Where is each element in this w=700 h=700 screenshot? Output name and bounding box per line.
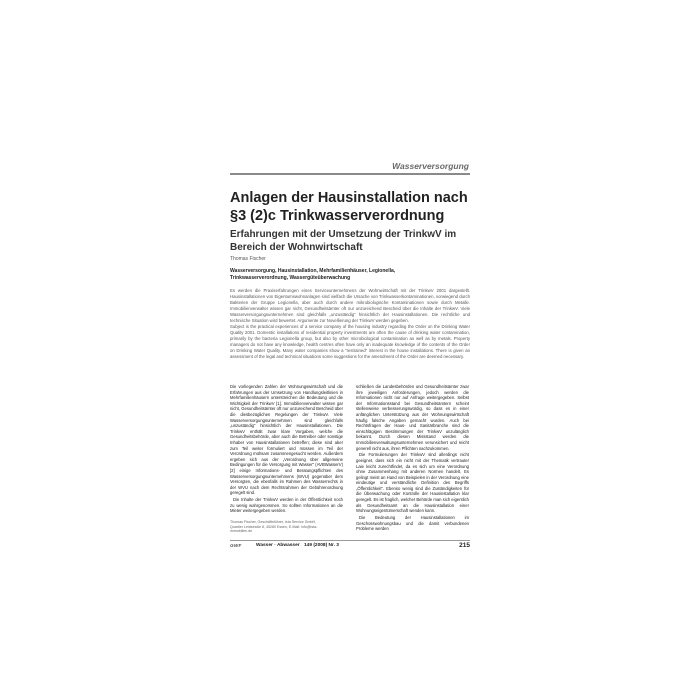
author-footnote: Thomas Fischer, Geschäftsführer, Ista Service GmbH, Quartier Leidstraße 8, 45280 Essen, E-Mail: info@ista-immobilien.de (230, 520, 318, 533)
article-title: Anlagen der Hausinstallation nach §3 (2)c Trinkwasserverordnung (230, 190, 468, 224)
header-divider (230, 173, 470, 175)
journal-volume: 149 (2008) Nr. 3 (304, 543, 339, 548)
footer-divider (230, 540, 470, 541)
body-column-left (230, 384, 343, 515)
body-paragraph: Die Bedeutung der Hausinstallationen im Geschosswohnungsbau und die damit verbundenen Probleme werden (356, 515, 469, 532)
publisher-logo: GWF (230, 543, 242, 548)
section-header: Wasserversorgung (392, 161, 469, 171)
keywords: Wasserversorgung, Hausinstallation, Mehrfamilienhäuser, Legionella, Trinkwasserverordnung, Wassergüteüberwachung (230, 268, 396, 281)
body-column-right (356, 384, 469, 533)
body-paragraph: schließen die Landesbehörden und Gesundheitsämter zwar ihre jeweiligen Anforderungen, jedoch werden die Informationen nicht nur auf Anfrage weitergegeben. Selbst der Informationsstand bei Gesundheitsämtern scheint stellenweise verbesserungswürdig, so dass es in einer anfänglichen Unterstützung aus der Wohnungswirtschaft häufig falsche Angaben gemacht wurden. Auch bei Rechtsfragen der Haus- und Sanitärbranche sind die einschlägigen Bestimmungen der TrinkwV unzulänglich bekannt. Durch diesen Missstand werden die Immobilienverwaltungsunternehmen verunsichert und reicht generell nicht aus, ihren Pflichten nachzukommen. (356, 384, 469, 451)
body-columns (230, 384, 470, 538)
journal-name: Wasser · Abwasser (256, 543, 300, 548)
body-paragraph: Die Inhalte der TrinkwV werden in der Öffentlichkeit noch zu wenig wahrgenommen. So sollten Informationen an die Mieter weitergegeben werden. (230, 497, 343, 514)
abstract-german: Es werden die Praxiserfahrungen eines Serviceunternehmens der Wohnwirtschaft mit der TrinkwV 2001 dargestellt. Hausinstallationen von Eigentumswohnanlagen sind vielfach die Ursache von Trinkwasserkontaminationen, vorwiegend durch Bakterien der Gruppe Legionella, aber auch durch andere mikrobiologische Kontaminationen sowie durch Metalle. Immobilienverwalter wissen gar nicht, Gesundheitsämter oft nur unzureichend Bescheid über die Inhalte der TrinkwV. Viele Wasserversorgungsunternehmen sind gleichfalls „unzuständig“ hinsichtlich der Hausinstallationen. Die rechtliche und technische Situation wird bewertet. Argumente zur Novellierung der TrinkwV werden gegeben. (230, 288, 470, 323)
author-name: Thomas Fischer (230, 256, 266, 262)
page-number: 215 (459, 542, 470, 549)
page-footer (230, 543, 470, 553)
article-subtitle: Erfahrungen mit der Umsetzung der TrinkwV im Bereich der Wohnwirtschaft (230, 229, 457, 253)
body-paragraph: Die Formulierungen der TrinkwV sind allerdings nicht geeignet, dass sich ein nicht mit der Thematik vertrauter Laie leicht zurechtfindet, da es sich um eine Verordnung ohne Zusammenhang mit anderen Normen handelt. Es gelingt meist an Hand von Beispielen in der Verordnung eine eindeutige und verständliche Definition des Begriffs „Öffentlichkeit“. Ebenso wenig sind die Zuständigkeiten für die Überwachung oder Kontrolle der Hausinstallation klar geregelt. Es ist fraglich, welcher Behörde man sich eigentlich als Gesundheitsamt an die Hausinstallation einer Wohnungseigentümerschaft wenden kann. (356, 452, 469, 514)
body-paragraph: Die vorliegenden Zahlen der Wohnungswirtschaft und die Erfahrungen aus der Umsetzung von Handlungsleitlinien in Mehrfamilienhäusern unterstreichen die Bedeutung und die Wichtigkeit der TrinkwV [1]. Immobilienverwalter wissen gar nicht, Gesundheitsämter oft nur unzureichend Bescheid über die diesbezüglichen Regelungen der TrinkwV. Viele Wasserversorgungsunternehmen sind gleichfalls „unzuständig“ hinsichtlich der Hausinstallationen. Die TrinkwV enthält zwar klare Vorgaben, welche die Gesundheitsbehörde, aber auch die Betreiber oder sonstige Inhaber von Hausinstallationen betreffen; diese sind aber zum Teil weiter formuliert und müssen im Teil der Verordnung mühsam zusammengesucht werden. Außerdem ergeben sich aus der „Verordnung über allgemeine Bedingungen für die Versorgung mit Wasser“ (AVBWasserV) [2] einige Informations- und Beratungspflichten des Wasserversorgungsunternehmens (WVU) gegenüber dem Versorgten, die ebenfalls im Rahmen des Wasserrechts in der WVU nach dem Rechtsrahmen der Gebührenordnung geregelt sind. (230, 384, 343, 496)
abstract-english: Subject is the practical experiences of a service company of the housing industry regarding the Order on the Drinking Water Quality 2001. Domestic installations of residential property investments are often the cause of drinking water contamination, primarily by the bacteria Legionella group, but also by other microbiological contamination as well as by metals. Property managers do not have any knowledge, health centres often have only an inadequate knowledge of the contents of the Order on Drinking Water Quality. Many water companies show a “restrained” interest in the house installations. There is given an assessment of the legal and technical situations some suggestions for the amendment of the Order are deemed necessary. (230, 324, 470, 359)
